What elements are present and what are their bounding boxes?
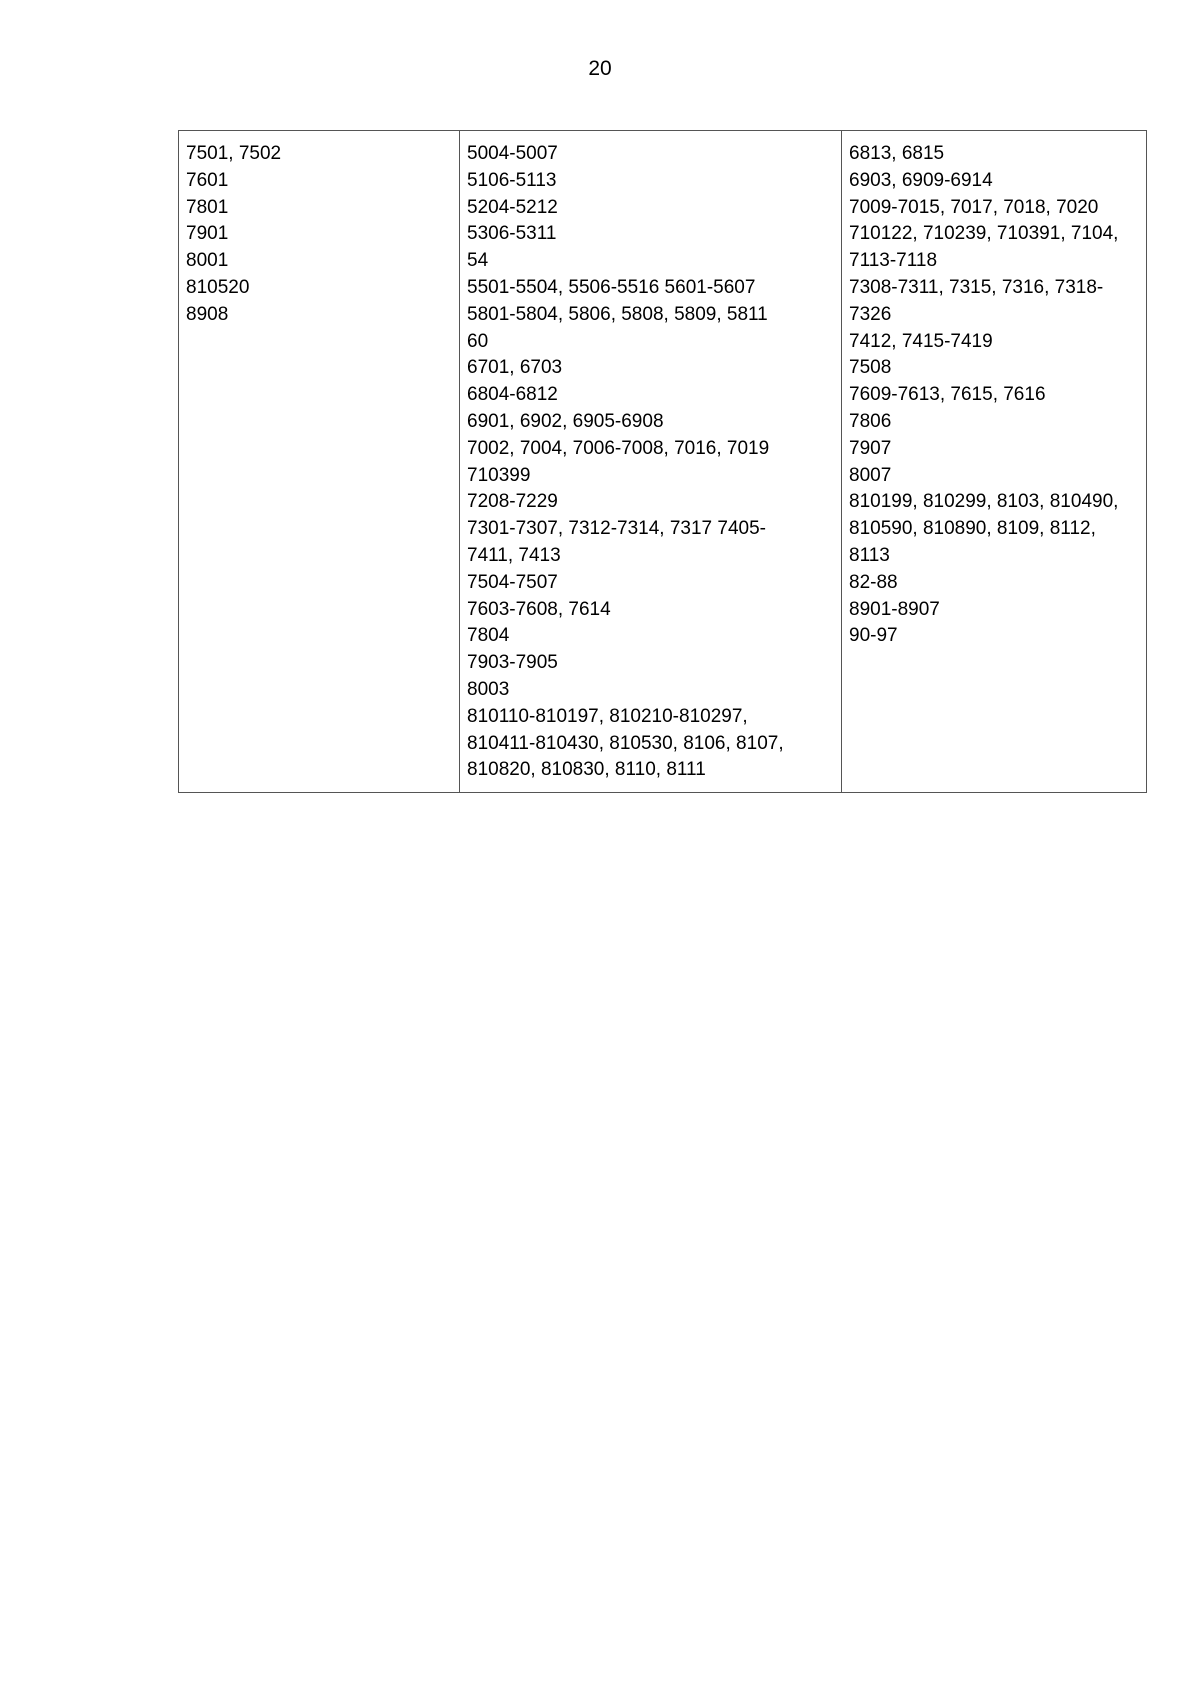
code-line: 8003 <box>467 678 510 700</box>
code-line: 8007 <box>849 464 892 486</box>
code-line: 7009-7015, 7017, 7018, 7020 <box>849 196 1099 218</box>
code-line: 8901-8907 <box>849 598 940 620</box>
table-row <box>179 131 1147 793</box>
code-line: 810520 <box>186 276 250 298</box>
code-line: 5204-5212 <box>467 196 558 218</box>
code-line: 8001 <box>186 250 229 272</box>
code-line: 7806 <box>849 410 892 432</box>
code-line: 7301-7307, 7312-7314, 7317 7405- <box>467 518 766 540</box>
code-line: 7508 <box>849 357 892 379</box>
code-line: 8908 <box>186 303 229 325</box>
code-line: 7326 <box>849 303 892 325</box>
code-line: 7903-7905 <box>467 652 558 674</box>
code-line: 7609-7613, 7615, 7616 <box>849 384 1046 406</box>
code-line: 710399 <box>467 464 531 486</box>
page-number: 20 <box>588 57 612 80</box>
code-line: 5306-5311 <box>467 223 557 245</box>
table-cell-column-1 <box>179 131 460 793</box>
code-line: 7901 <box>186 223 229 245</box>
code-line: 5801-5804, 5806, 5808, 5809, 5811 <box>467 303 768 325</box>
code-line: 60 <box>467 330 489 352</box>
code-line: 6804-6812 <box>467 384 558 406</box>
code-line: 7603-7608, 7614 <box>467 598 611 620</box>
code-line: 6903, 6909-6914 <box>849 169 993 191</box>
code-line: 7601 <box>186 169 229 191</box>
table-cell-column-2 <box>460 131 842 793</box>
code-line: 7504-7507 <box>467 571 558 593</box>
code-line: 810199, 810299, 8103, 810490, <box>849 491 1119 513</box>
code-line: 5106-5113 <box>467 169 557 191</box>
code-line: 7411, 7413 <box>467 544 561 566</box>
code-line: 6701, 6703 <box>467 357 563 379</box>
code-line: 5501-5504, 5506-5516 5601-5607 <box>467 276 756 298</box>
codes-table <box>178 130 1147 793</box>
code-line: 8113 <box>849 544 890 566</box>
code-line: 5004-5007 <box>467 143 558 164</box>
code-line: 54 <box>467 250 489 272</box>
code-line: 7208-7229 <box>467 491 558 513</box>
code-line: 810820, 810830, 8110, 8111 <box>467 759 706 781</box>
code-line: 7804 <box>467 625 510 647</box>
code-line: 7113-7118 <box>849 250 938 272</box>
code-line: 7501, 7502 <box>186 143 282 164</box>
code-line: 6901, 6902, 6905-6908 <box>467 410 664 432</box>
code-line: 7002, 7004, 7006-7008, 7016, 7019 <box>467 437 770 459</box>
code-line: 7308-7311, 7315, 7316, 7318- <box>849 276 1104 298</box>
code-line: 710122, 710239, 710391, 7104, <box>849 223 1119 245</box>
code-line: 810110-810197, 810210-810297, <box>467 705 748 727</box>
code-line: 7412, 7415-7419 <box>849 330 993 352</box>
code-line: 90-97 <box>849 625 898 647</box>
code-line: 7801 <box>186 196 229 218</box>
code-line: 810411-810430, 810530, 8106, 8107, <box>467 732 784 754</box>
table-cell-column-3 <box>842 131 1147 793</box>
code-line: 7907 <box>849 437 892 459</box>
code-line: 82-88 <box>849 571 898 593</box>
code-line: 6813, 6815 <box>849 143 945 164</box>
code-line: 810590, 810890, 8109, 8112, <box>849 518 1096 540</box>
